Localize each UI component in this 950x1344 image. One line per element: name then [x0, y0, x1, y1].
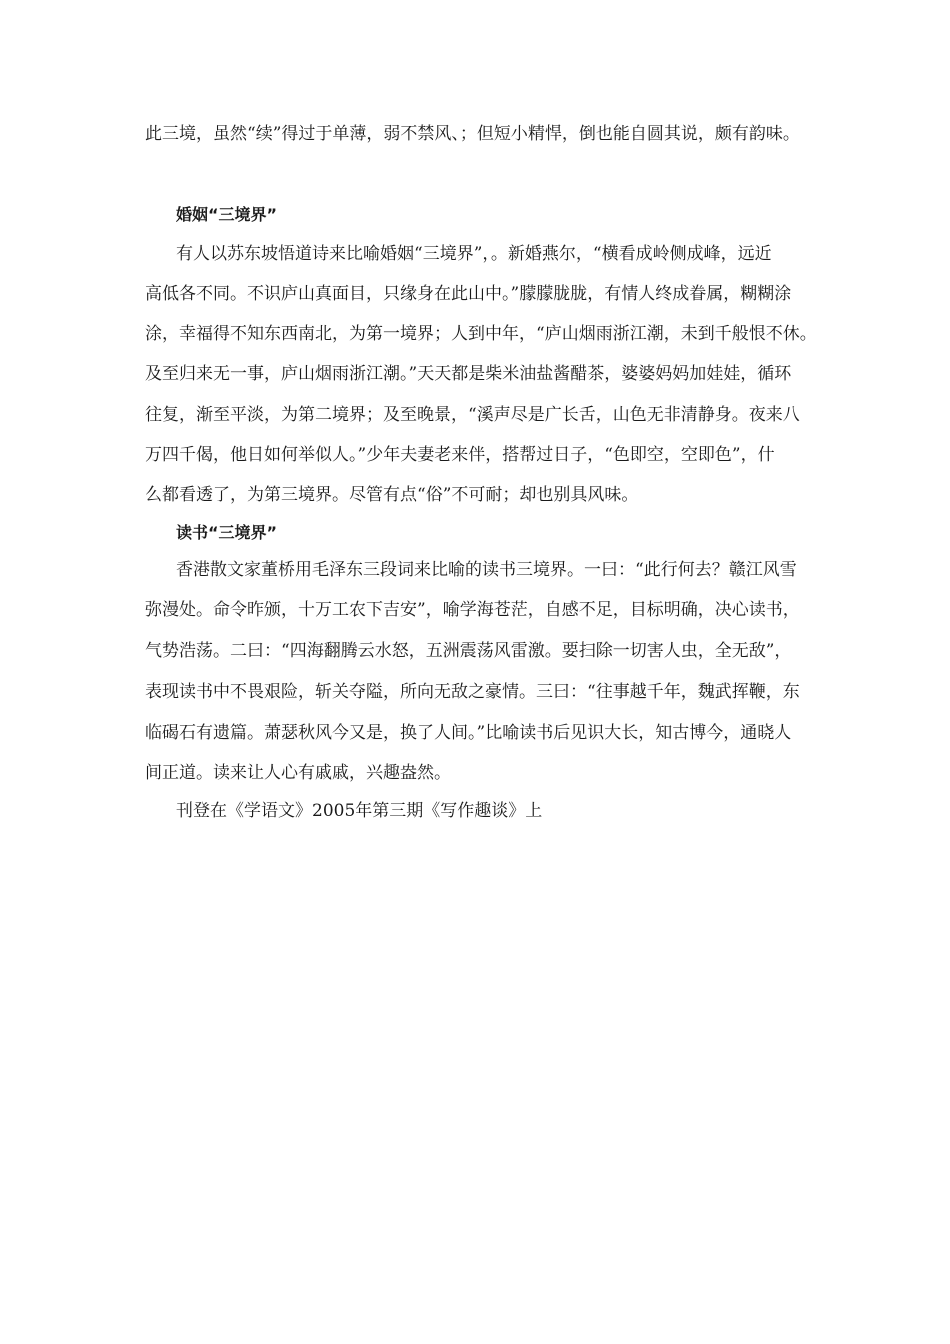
intro-line: 此三境，虽然“续”得过于单薄，弱不禁风、；但短小精悍，倒也能自圆其说，颇有韵味。: [145, 124, 800, 144]
paragraph-line: 临碣石有遗篇。萧瑟秋风今又是，换了人间。”比喻读书后见识大长，知古博今，通晓人: [145, 723, 792, 743]
paragraph-line: 气势浩荡。二曰：“四海翻腾云水怒，五洲震荡风雷激。要扫除一切害人虫，全无敌”，: [145, 641, 792, 661]
paragraph-line: 香港散文家董桥用毛泽东三段词来比喻的读书三境界。一曰：“此行何去？赣江风雪: [176, 560, 797, 580]
paragraph-line: 弥漫处。命令昨颁，十万工农下吉安”，喻学海苍茫，自感不足，目标明确，决心读书，: [145, 600, 800, 620]
source-line: 刊登在《学语文》2005年第三期《写作趣谈》上: [176, 801, 543, 821]
paragraph-line: 万四千偈，他日如何举似人。”少年夫妻老来伴，搭帮过日子，“色即空，空即色”，什: [145, 445, 775, 465]
section-heading-reading: 读书“三境界”: [176, 523, 278, 542]
paragraph-line: 么都看透了，为第三境界。尽管有点“俗”不可耐；却也别具风味。: [145, 485, 639, 505]
paragraph-line: 间正道。读来让人心有戚戚，兴趣盎然。: [145, 763, 451, 783]
paragraph-line: 有人以苏东坡悟道诗来比喻婚姻“三境界”，。新婚燕尔，“横看成岭侧成峰，远近: [176, 244, 772, 264]
paragraph-line: 往复，渐至平淡，为第二境界；及至晚景，“溪声尽是广长舌，山色无非清静身。夜来八: [145, 405, 800, 425]
paragraph-line: 涂，幸福得不知东西南北，为第一境界；人到中年，“庐山烟雨浙江潮，未到千般恨不休。: [145, 324, 817, 344]
section-heading-marriage: 婚姻“三境界”: [176, 205, 278, 224]
paragraph-line: 及至归来无一事，庐山烟雨浙江潮。”天天都是柴米油盐酱醋茶，婆婆妈妈加娃娃，循环: [145, 364, 792, 384]
paragraph-line: 高低各不同。不识庐山真面目，只缘身在此山中。”朦朦胧胧，有情人终成眷属，糊糊涂: [145, 284, 792, 304]
paragraph-line: 表现读书中不畏艰险，斩关夺隘，所向无敌之豪情。三曰：“往事越千年，魏武挥鞭，东: [145, 682, 800, 702]
